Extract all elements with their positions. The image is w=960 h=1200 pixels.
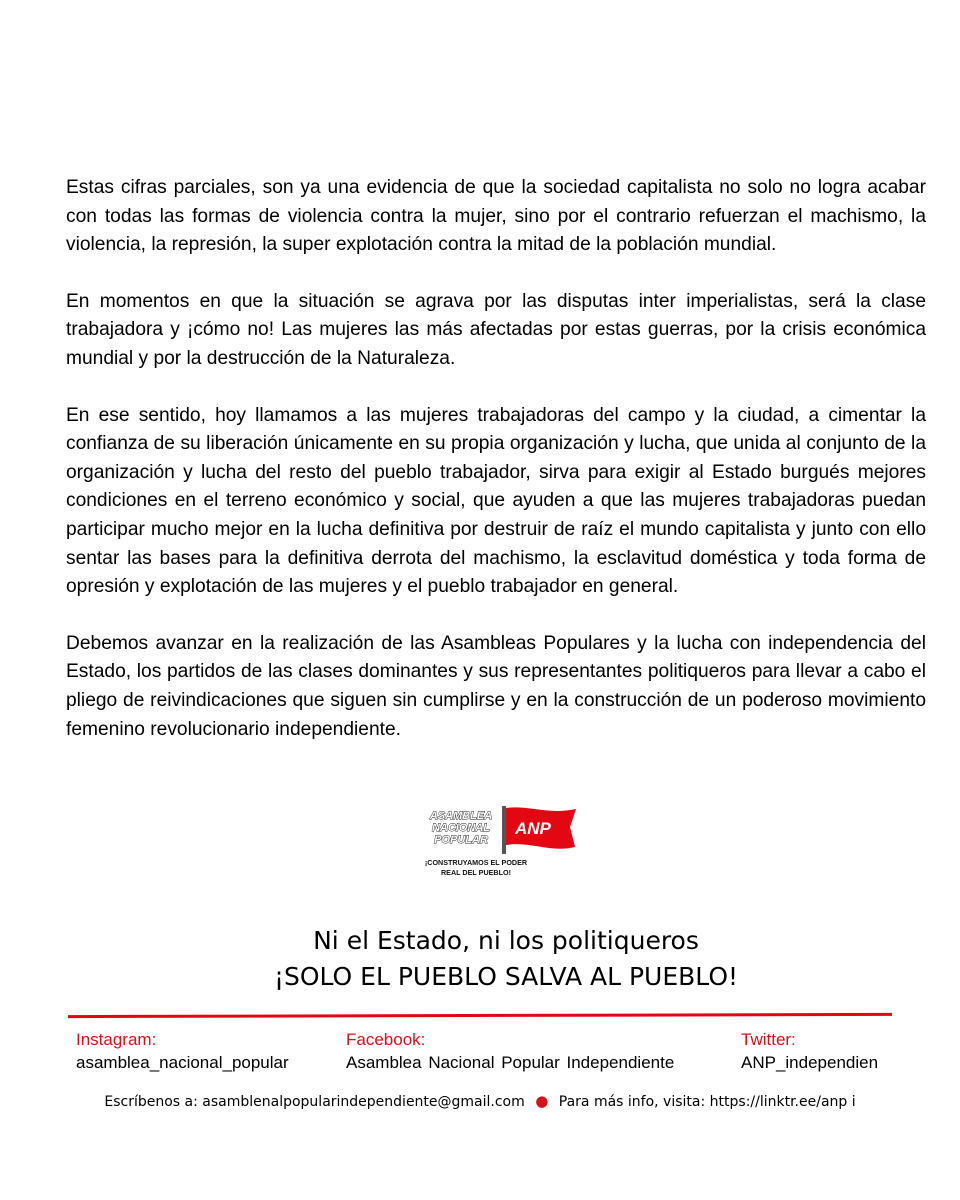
twitter-handle: ANP_independien bbox=[741, 1053, 879, 1072]
slogan-line-2: ¡SOLO EL PUEBLO SALVA AL PUEBLO! bbox=[273, 962, 739, 991]
anp-logo bbox=[418, 803, 578, 883]
logo-flag-text: ANP bbox=[515, 819, 551, 838]
body-text bbox=[66, 174, 926, 772]
paragraph-3: En ese sentido, hoy llamamos a las mujeres trabajadoras del campo y la ciudad, a cimentar la confianza de su liberación únicamente en su propia organización y lucha, que unida al conjunto de la organización y lucha del resto del pueblo trabajador, sirva para exigir al Estado burgués mejores condiciones en el terreno económico y social, que ayuden a que las mujeres trabajadoras puedan participar mucho mejor en la lucha definitiva por destruir de raíz el mundo capitalista y junto con ello sentar las bases para la definitiva derrota del machismo, la esclavitud doméstica y toda forma de opresión y explotación de las mujeres y el pueblo trabajador en general. bbox=[66, 404, 926, 598]
logo-line-3: POPULAR bbox=[434, 834, 488, 846]
contact-footer bbox=[0, 1092, 960, 1110]
bullet-icon: ● bbox=[535, 1092, 549, 1110]
instagram-handle: asamblea_nacional_popular bbox=[76, 1053, 289, 1072]
instagram-block bbox=[76, 1028, 289, 1074]
logo-tagline-1: ¡CONSTRUYAMOS EL PODER bbox=[424, 858, 528, 867]
facebook-block bbox=[346, 1028, 674, 1074]
instagram-label: Instagram: bbox=[76, 1030, 157, 1049]
logo-tagline-2: REAL DEL PUEBLO! bbox=[440, 868, 512, 877]
logo-line-1: ASAMBLEA bbox=[429, 810, 493, 822]
twitter-label: Twitter: bbox=[741, 1030, 796, 1049]
slogan-line-1: Ni el Estado, ni los politiqueros bbox=[313, 926, 699, 955]
slogan bbox=[0, 923, 960, 995]
info-text: Para más info, visita: https://linktr.ee/anp i bbox=[558, 1094, 856, 1110]
facebook-label: Facebook: bbox=[346, 1030, 426, 1049]
twitter-block bbox=[741, 1028, 878, 1074]
paragraph-2: En momentos en que la situación se agrava por las disputas inter imperialistas, será la clase trabajadora y ¡cómo no! Las mujeres las más afectadas por estas guerras, por la crisis económica mundial y por la destrucción de la Naturaleza. bbox=[66, 290, 926, 369]
paragraph-1: Estas cifras parciales, son ya una evidencia de que la sociedad capitalista no solo no logra acabar con todas las formas de violencia contra la mujer, sino por el contrario refuerzan el machismo, la violencia, la represión, la super explotación contra la mitad de la población mundial. bbox=[66, 177, 926, 256]
email-text: Escríbenos a: asamblenalpopularindependiente@gmail.com bbox=[104, 1094, 525, 1110]
logo-line-2: NACIONAL bbox=[431, 822, 491, 834]
facebook-handle: Asamblea Nacional Popular Independiente bbox=[346, 1053, 675, 1072]
paragraph-4: Debemos avanzar en la realización de las Asambleas Populares y la lucha con independencia del Estado, los partidos de las clases dominantes y sus representantes politiqueros para llevar a cabo el pliego de reivindicaciones que siguen sin cumplirse y en la construcción de un poderoso movimiento femenino revolucionario independiente. bbox=[66, 632, 926, 740]
red-divider bbox=[68, 1013, 892, 1018]
